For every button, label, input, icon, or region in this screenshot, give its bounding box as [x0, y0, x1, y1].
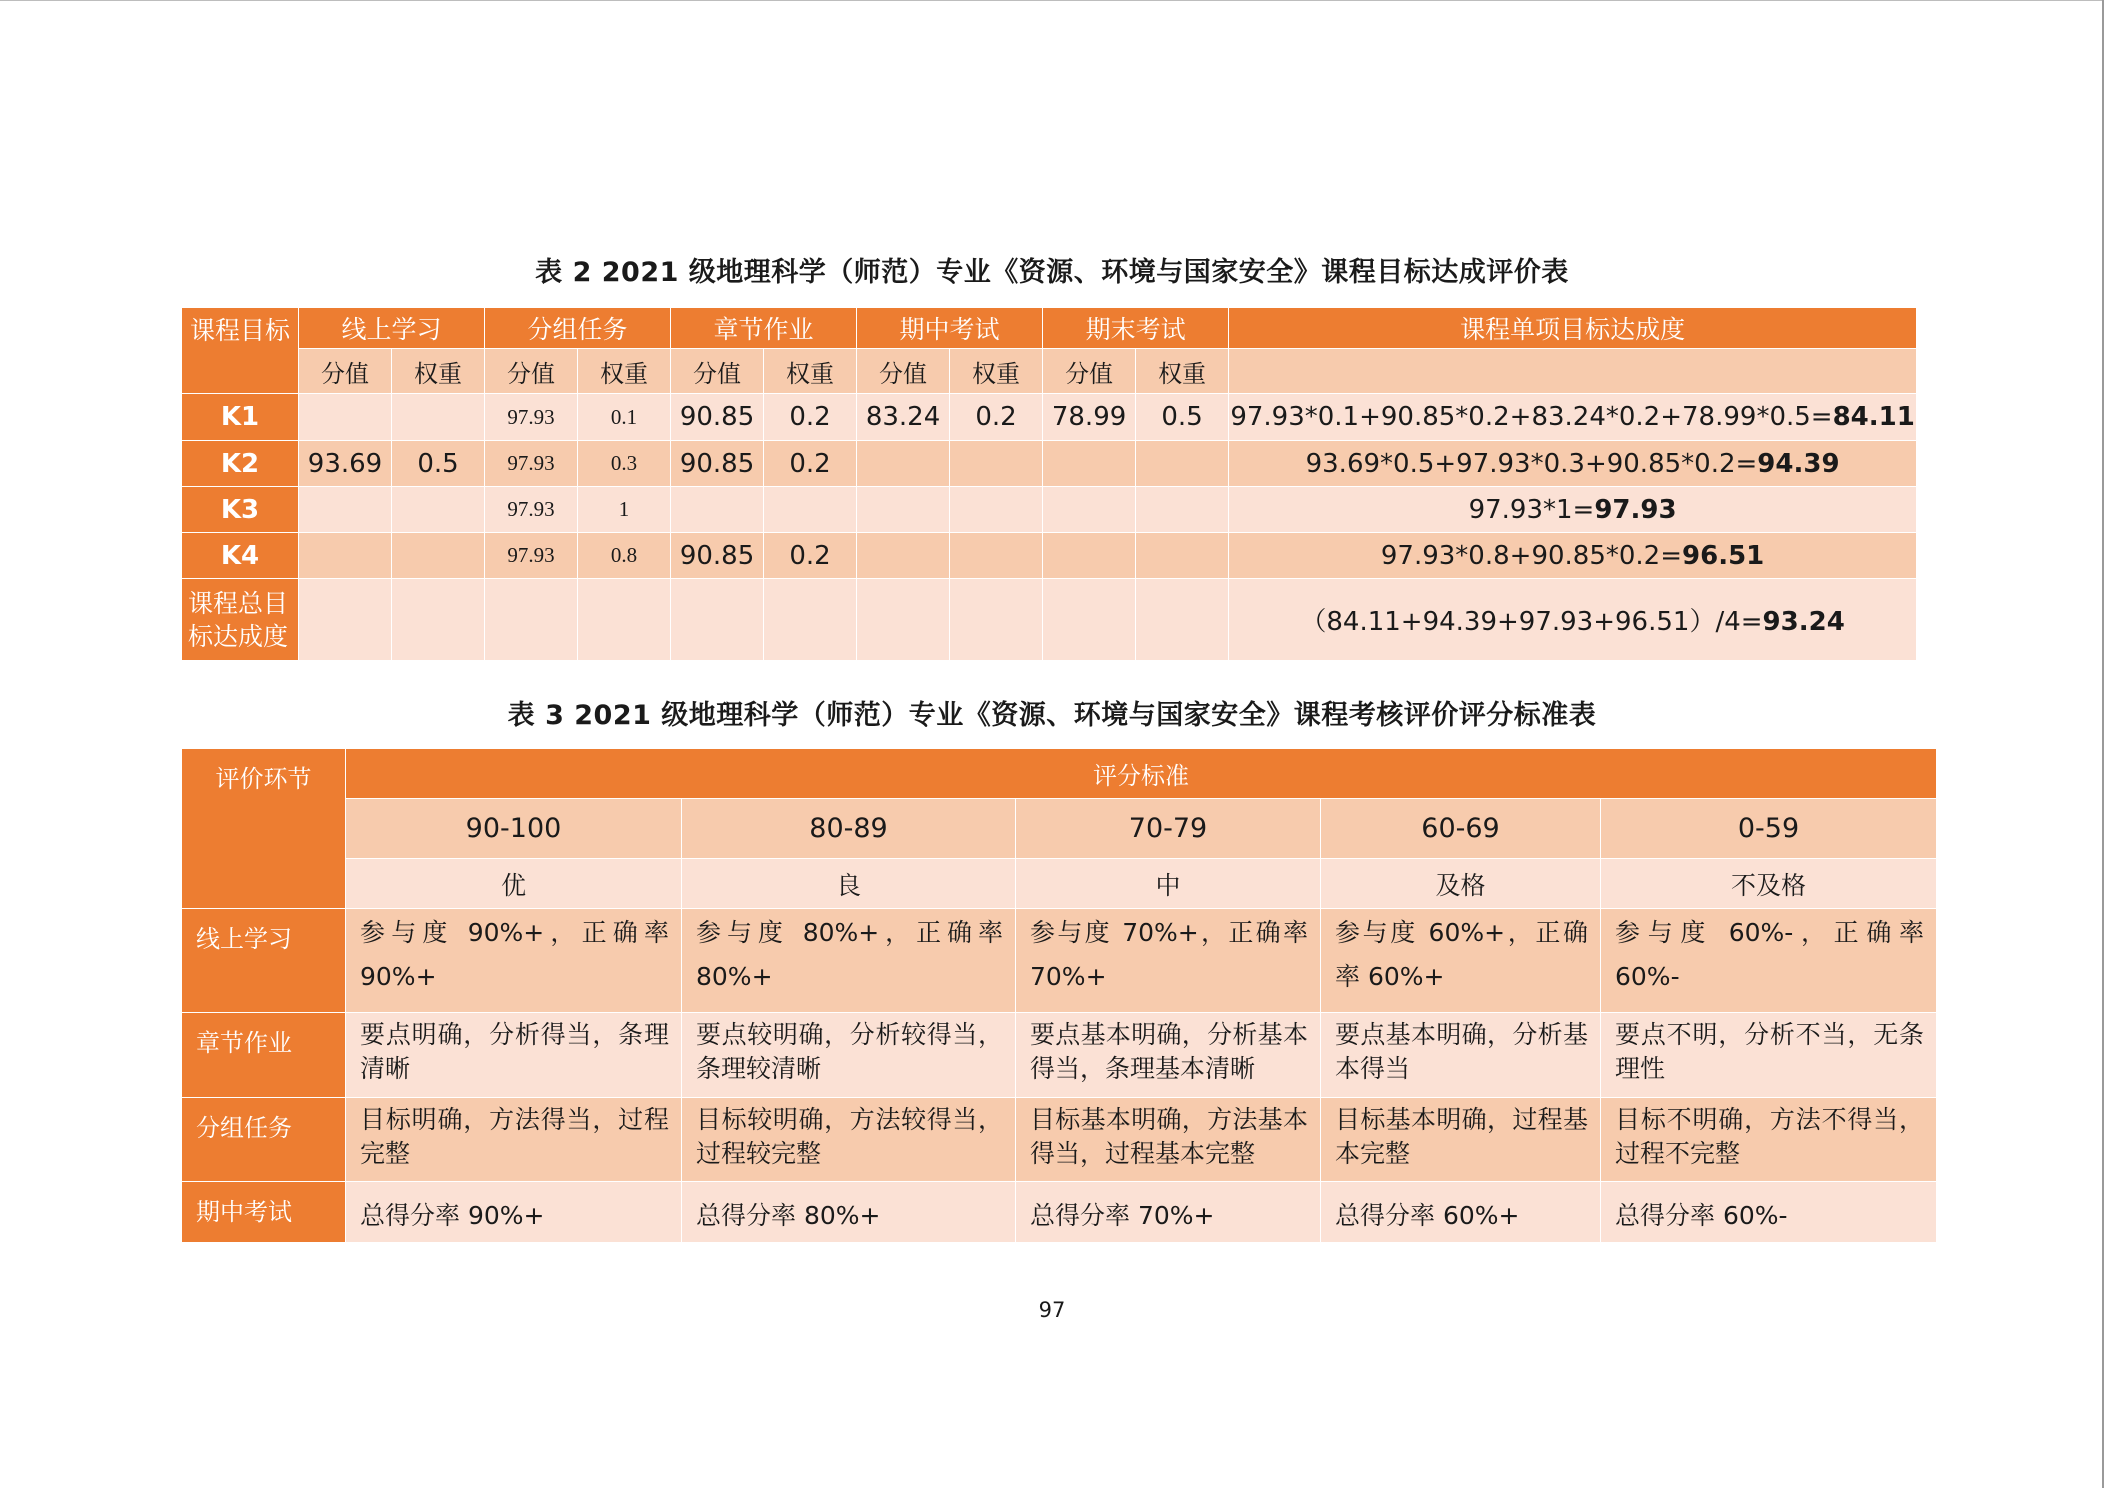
cell: 83.24 — [857, 394, 950, 441]
criteria-cell: 目标不明确，方法不得当，过程不完整 — [1601, 1098, 1937, 1182]
subheader-weight: 权重 — [764, 349, 857, 394]
table-row — [182, 909, 1937, 1013]
criteria-cell: 参与度 70%+，正确率 70%+ — [1016, 909, 1321, 1013]
goal-key: K2 — [182, 441, 299, 487]
subheader-weight: 权重 — [950, 349, 1043, 394]
cell — [764, 487, 857, 533]
table-row-total — [182, 579, 1917, 661]
level-label: 中 — [1016, 859, 1321, 909]
cell: 78.99 — [1043, 394, 1136, 441]
achievement-table — [181, 307, 1917, 661]
cell — [1043, 533, 1136, 579]
header-criteria: 评分标准 — [346, 749, 1937, 799]
goal-key: K1 — [182, 394, 299, 441]
formula-cell — [1229, 394, 1917, 441]
cell — [392, 533, 485, 579]
cell: 97.93 — [485, 394, 578, 441]
range-label: 60-69 — [1321, 799, 1601, 859]
criteria-cell: 目标明确，方法得当，过程完整 — [346, 1098, 682, 1182]
cell — [485, 579, 578, 661]
formula-result: 93.24 — [1762, 607, 1845, 637]
formula-result: 97.93 — [1594, 494, 1677, 525]
formula-result: 84.11 — [1832, 402, 1915, 432]
cell — [671, 487, 764, 533]
cell: 90.85 — [671, 533, 764, 579]
table-row — [182, 441, 1917, 487]
criteria-cell: 要点较明确，分析较得当，条理较清晰 — [682, 1013, 1016, 1098]
cell — [578, 579, 671, 661]
row-label: 线上学习 — [182, 909, 346, 1013]
cell — [857, 533, 950, 579]
header-group-homework: 章节作业 — [671, 308, 857, 349]
cell: 90.85 — [671, 394, 764, 441]
criteria-cell: 总得分率 70%+ — [1016, 1182, 1321, 1243]
table-row — [182, 1098, 1937, 1182]
cell — [299, 394, 392, 441]
header-course-goal: 课程目标 — [182, 308, 299, 394]
table-row — [182, 533, 1917, 579]
subheader-weight: 权重 — [392, 349, 485, 394]
cell — [392, 394, 485, 441]
cell — [950, 487, 1043, 533]
cell — [1043, 487, 1136, 533]
goal-key: K4 — [182, 533, 299, 579]
formula-text: 93.69*0.5+97.93*0.3+90.85*0.2= — [1305, 448, 1758, 479]
criteria-cell: 要点基本明确，分析基本得当 — [1321, 1013, 1601, 1098]
subheader-score: 分值 — [857, 349, 950, 394]
header-group-midterm: 期中考试 — [857, 308, 1043, 349]
criteria-cell: 目标较明确，方法较得当，过程较完整 — [682, 1098, 1016, 1182]
subheader-score: 分值 — [299, 349, 392, 394]
cell — [1136, 579, 1229, 661]
formula-result: 94.39 — [1757, 448, 1840, 479]
criteria-cell: 总得分率 60%+ — [1321, 1182, 1601, 1243]
cell: 93.69 — [299, 441, 392, 487]
subheader-score: 分值 — [671, 349, 764, 394]
header-group-task: 分组任务 — [485, 308, 671, 349]
header-result: 课程单项目标达成度 — [1229, 308, 1917, 349]
cell — [1043, 441, 1136, 487]
criteria-cell: 总得分率 60%- — [1601, 1182, 1937, 1243]
cell — [1136, 533, 1229, 579]
total-formula-cell — [1229, 579, 1917, 661]
table3-title: 表 3 2021 级地理科学（师范）专业《资源、环境与国家安全》课程考核评价评分标准表 — [507, 700, 1597, 731]
criteria-cell: 要点明确，分析得当，条理清晰 — [346, 1013, 682, 1098]
formula-text: 97.93*1= — [1468, 494, 1595, 525]
goal-key: K3 — [182, 487, 299, 533]
page-number: 97 — [1038, 1298, 1066, 1322]
cell: 0.2 — [764, 441, 857, 487]
level-label: 优 — [346, 859, 682, 909]
row-label: 章节作业 — [182, 1013, 346, 1098]
subheader-weight: 权重 — [1136, 349, 1229, 394]
level-label: 良 — [682, 859, 1016, 909]
criteria-cell: 要点基本明确，分析基本得当，条理基本清晰 — [1016, 1013, 1321, 1098]
cell — [1136, 441, 1229, 487]
cell: 0.2 — [764, 394, 857, 441]
level-label: 不及格 — [1601, 859, 1937, 909]
cell: 0.2 — [950, 394, 1043, 441]
cell: 1 — [578, 487, 671, 533]
subheader-score: 分值 — [485, 349, 578, 394]
cell — [392, 487, 485, 533]
row-label: 期中考试 — [182, 1182, 346, 1243]
cell — [764, 579, 857, 661]
total-label: 课程总目标达成度 — [182, 579, 299, 661]
criteria-cell: 要点不明，分析不当，无条理性 — [1601, 1013, 1937, 1098]
table-row — [182, 487, 1917, 533]
criteria-cell: 参与度 80%+，正确率 80%+ — [682, 909, 1016, 1013]
table2-title: 表 2 2021 级地理科学（师范）专业《资源、环境与国家安全》课程目标达成评价表 — [535, 257, 1569, 288]
cell: 0.3 — [578, 441, 671, 487]
criteria-cell: 总得分率 80%+ — [682, 1182, 1016, 1243]
cell — [950, 579, 1043, 661]
criteria-cell: 目标基本明确，方法基本得当，过程基本完整 — [1016, 1098, 1321, 1182]
range-label: 80-89 — [682, 799, 1016, 859]
cell — [1043, 579, 1136, 661]
cell — [671, 579, 764, 661]
grading-criteria-table — [181, 748, 1937, 1243]
criteria-cell: 总得分率 90%+ — [346, 1182, 682, 1243]
cell — [950, 441, 1043, 487]
formula-cell — [1229, 441, 1917, 487]
cell: 0.2 — [764, 533, 857, 579]
cell: 0.5 — [392, 441, 485, 487]
page-top-border — [0, 0, 2104, 1]
header-group-online: 线上学习 — [299, 308, 485, 349]
cell — [950, 533, 1043, 579]
range-label: 70-79 — [1016, 799, 1321, 859]
formula-text: 97.93*0.1+90.85*0.2+83.24*0.2+78.99*0.5= — [1230, 402, 1833, 432]
table-row — [182, 394, 1917, 441]
cell — [857, 487, 950, 533]
cell: 0.8 — [578, 533, 671, 579]
table-row — [182, 1013, 1937, 1098]
row-label: 分组任务 — [182, 1098, 346, 1182]
cell — [857, 579, 950, 661]
criteria-cell: 参与度 60%-，正确率 60%- — [1601, 909, 1937, 1013]
range-label: 0-59 — [1601, 799, 1937, 859]
cell — [299, 487, 392, 533]
cell: 0.5 — [1136, 394, 1229, 441]
cell: 97.93 — [485, 533, 578, 579]
header-eval-stage: 评价环节 — [182, 749, 346, 909]
formula-text: 97.93*0.8+90.85*0.2= — [1380, 540, 1683, 571]
subheader-blank — [1229, 349, 1917, 394]
cell — [392, 579, 485, 661]
criteria-cell: 参与度 60%+，正确率 60%+ — [1321, 909, 1601, 1013]
subheader-score: 分值 — [1043, 349, 1136, 394]
cell: 90.85 — [671, 441, 764, 487]
cell: 97.93 — [485, 441, 578, 487]
formula-cell — [1229, 487, 1917, 533]
formula-text: （84.11+94.39+97.93+96.51）/4= — [1300, 607, 1763, 637]
cell: 0.1 — [578, 394, 671, 441]
subheader-weight: 权重 — [578, 349, 671, 394]
criteria-cell: 参与度 90%+，正确率 90%+ — [346, 909, 682, 1013]
cell — [299, 579, 392, 661]
cell — [1136, 487, 1229, 533]
cell — [299, 533, 392, 579]
range-label: 90-100 — [346, 799, 682, 859]
formula-cell — [1229, 533, 1917, 579]
header-group-final: 期末考试 — [1043, 308, 1229, 349]
cell — [857, 441, 950, 487]
level-label: 及格 — [1321, 859, 1601, 909]
formula-result: 96.51 — [1682, 540, 1765, 571]
criteria-cell: 目标基本明确，过程基本完整 — [1321, 1098, 1601, 1182]
table-row — [182, 1182, 1937, 1243]
cell: 97.93 — [485, 487, 578, 533]
